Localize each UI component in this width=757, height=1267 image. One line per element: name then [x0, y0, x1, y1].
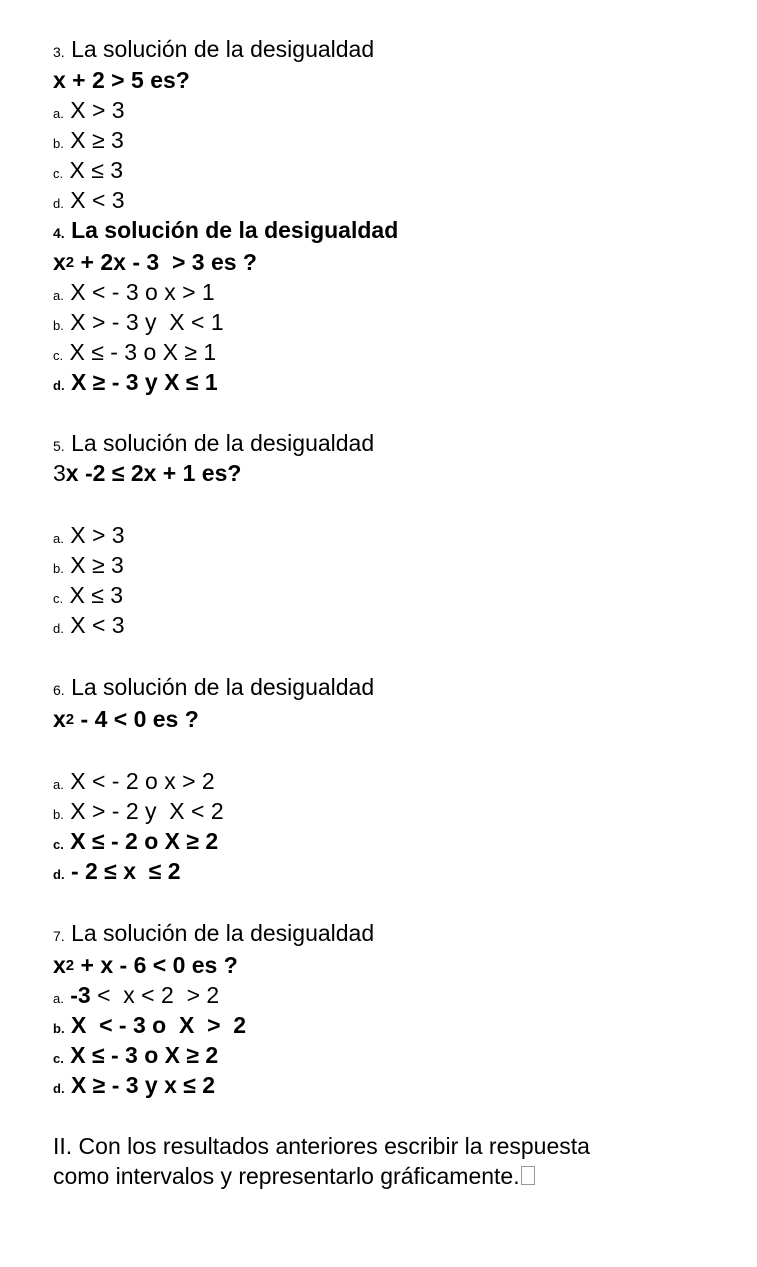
q3-option-d: d. X < 3: [53, 187, 125, 213]
q3-title: La solución de la desigualdad: [71, 36, 375, 62]
q3-option-b: b. X ≥ 3: [53, 127, 124, 153]
q4-expression: $x^2 + 2x - 3 > 3$ es ?: [53, 249, 257, 275]
q6-expression: $x^2 - 4 < 0$ es ?: [53, 706, 199, 732]
q6-title-line: [53, 673, 374, 704]
q4-number: 4.: [53, 225, 65, 241]
q3-expression: x + 2 > 5 es?: [53, 67, 190, 93]
q6-title: La solución de la desigualdad: [71, 674, 375, 700]
q4-option-d: d. X ≥ - 3 y X ≤ 1: [53, 369, 218, 395]
q5-expression: 3x -2 ≤ 2x + 1 es?: [53, 460, 242, 486]
q4-title: La solución de la desigualdad: [71, 217, 399, 243]
q4-option-b: b. X > - 3 y X < 1: [53, 309, 224, 335]
q4-option-a: a. X < - 3 o x > 1: [53, 279, 215, 305]
q7-option-d: d. X ≥ - 3 y x ≤ 2: [53, 1072, 216, 1098]
q6-number: 6.: [53, 682, 65, 698]
q3-title-line: [53, 35, 374, 66]
q5-option-a: a. X > 3: [53, 522, 125, 548]
q7-title: La solución de la desigualdad: [71, 920, 375, 946]
q3-option-c: c. X ≤ 3: [53, 157, 124, 183]
q7-option-a: a. -3 < x < 2 > 2: [53, 982, 220, 1008]
q5-number: 5.: [53, 438, 65, 454]
q4-option-c: c. X ≤ - 3 o X ≥ 1: [53, 339, 217, 365]
q5-option-b: b. X ≥ 3: [53, 552, 124, 578]
q5-option-c: c. X ≤ 3: [53, 582, 124, 608]
section2-line2: como intervalos y representarlo gráficamente.: [53, 1162, 535, 1190]
q7-number: 7.: [53, 928, 65, 944]
section2-line1: II. Con los resultados anteriores escribir la respuesta: [53, 1133, 590, 1159]
q7-expression: $x^2 + x - 6 < 0$ es ?: [53, 952, 238, 978]
q5-title-line: [53, 429, 374, 460]
q6-option-a: a. X < - 2 o x > 2: [53, 768, 215, 794]
q7-option-c: c. X ≤ - 3 o X ≥ 2: [53, 1042, 219, 1068]
missing-glyph-box-icon: [521, 1166, 535, 1185]
q6-option-c: c. X ≤ - 2 o X ≥ 2: [53, 828, 219, 854]
q6-option-d: d. - 2 ≤ x ≤ 2: [53, 858, 181, 884]
q7-title-line: [53, 919, 374, 950]
q5-title: La solución de la desigualdad: [71, 430, 375, 456]
q5-option-d: d. X < 3: [53, 612, 125, 638]
q3-option-a: a. X > 3: [53, 97, 125, 123]
q6-option-b: b. X > - 2 y X < 2: [53, 798, 224, 824]
q3-number: 3.: [53, 44, 65, 60]
q7-option-b: b. X < - 3 o X > 2: [53, 1012, 247, 1038]
q4-title-line: [53, 216, 398, 247]
